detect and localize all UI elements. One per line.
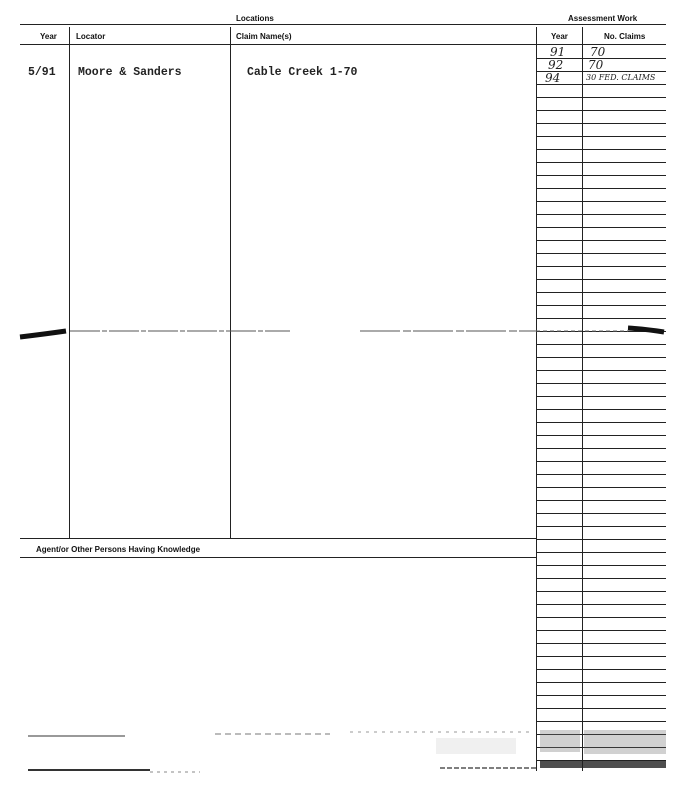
aw-row-rule [536,461,666,462]
aw-row-rule [536,279,666,280]
bottom-scan-noise [0,720,678,790]
year-locator-divider [69,27,70,538]
aw-row-rule [536,305,666,306]
scan-fold-line [0,322,678,342]
header-top-rule [20,24,666,25]
aw-row-rule [536,487,666,488]
aw-claims-3: 30 FED. CLAIMS [586,73,656,82]
aw-row-rule [536,526,666,527]
aw-row-rule [536,214,666,215]
aw-row-rule [536,578,666,579]
aw-row-rule [536,240,666,241]
aw-left-border [536,27,537,771]
aw-row-rule [536,188,666,189]
aw-row-rule [536,136,666,137]
locations-header: Locations [236,14,274,23]
aw-row-rule [536,97,666,98]
aw-row-rule [536,435,666,436]
location-claim-name: Cable Creek 1-70 [247,66,358,79]
aw-row-rule [536,344,666,345]
no-claims-column-header: No. Claims [604,32,646,41]
location-locator: Moore & Sanders [78,66,182,79]
aw-row-rule [536,110,666,111]
aw-row-rule [536,448,666,449]
agent-section-rule [20,557,536,558]
aw-year-claims-divider [582,27,583,771]
aw-year-column-header: Year [551,32,568,41]
aw-year-1: 91 [550,45,566,59]
aw-row-rule [536,266,666,267]
aw-row-rule [536,539,666,540]
aw-year-3: 94 [545,71,561,85]
aw-row-rule [536,474,666,475]
aw-row-rule [536,513,666,514]
aw-row-rule [536,162,666,163]
aw-row-rule [536,201,666,202]
aw-row-rule [536,656,666,657]
aw-row-rule [536,409,666,410]
aw-row-rule [536,318,666,319]
aw-row-rule [536,123,666,124]
locator-claim-divider [230,27,231,538]
aw-row-rule [536,591,666,592]
aw-claims-1: 70 [590,45,606,59]
aw-row-rule [536,292,666,293]
aw-claims-2: 70 [588,58,604,72]
aw-row-rule [536,383,666,384]
location-year: 5/91 [28,66,56,79]
claim-names-column-header: Claim Name(s) [236,32,292,41]
locations-bottom-rule [20,538,536,539]
aw-row-rule [536,695,666,696]
aw-row-rule [536,669,666,670]
aw-row-rule [536,227,666,228]
assessment-work-header: Assessment Work [568,14,638,23]
aw-row-rule [536,643,666,644]
aw-row-rule [536,617,666,618]
aw-row-rule [536,422,666,423]
aw-row-rule [536,630,666,631]
aw-row-rule [536,565,666,566]
year-column-header: Year [40,32,57,41]
aw-row-rule [536,253,666,254]
aw-year-2: 92 [548,58,564,72]
aw-row-rule [536,708,666,709]
header-bottom-rule [20,44,666,45]
aw-row-rule [536,604,666,605]
aw-row-rule [536,552,666,553]
aw-row-rule [536,370,666,371]
aw-row-rule [536,396,666,397]
agent-section-label: Agent/or Other Persons Having Knowledge [36,545,201,554]
aw-row-rule [536,500,666,501]
aw-row-rule [536,175,666,176]
aw-row-rule [536,357,666,358]
aw-row-rule [536,149,666,150]
locator-column-header: Locator [76,32,106,41]
aw-row-rule [536,682,666,683]
